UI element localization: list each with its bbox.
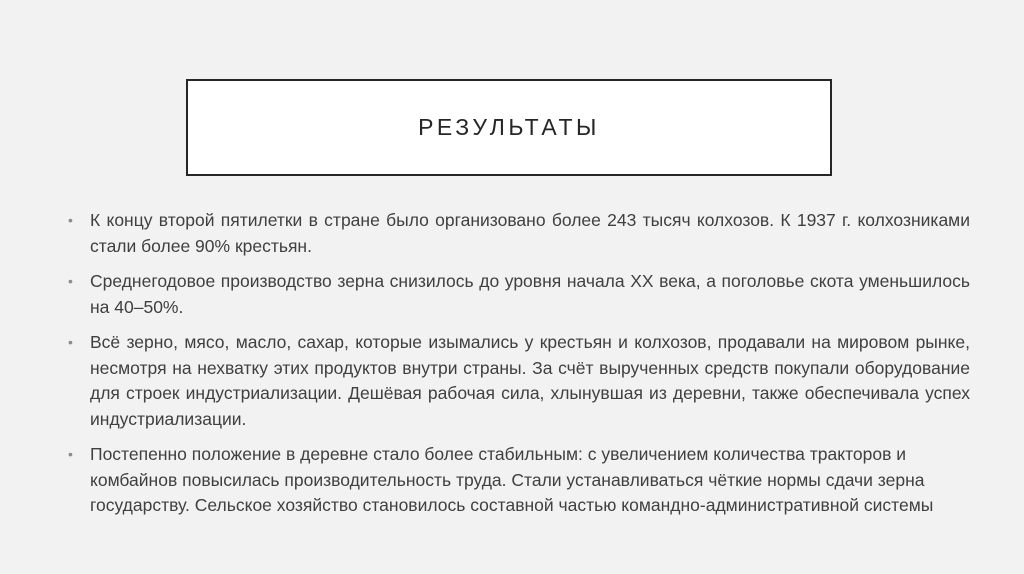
bullet-item	[68, 208, 970, 259]
bullet-text: Всё зерно, мясо, масло, сахар, которые изымались у крестьян и колхозов, продавали на мировом рынке, несмотря на нехватку этих продуктов внутри страны. За счёт вырученных средств покупали оборудование для строек индустриализации. Дешёвая рабочая сила, хлынувшая из деревни, также обеспечивала успех индустриализации.	[90, 332, 970, 429]
bullet-text: К концу второй пятилетки в стране было организовано более 243 тысяч колхозов. К 1937 г. колхозниками стали более 90% крестьян.	[90, 210, 970, 256]
bullet-dot-icon: •	[68, 446, 73, 462]
bullet-item	[68, 330, 970, 432]
bullet-text: Постепенно положение в деревне стало более стабильным: с увеличением количества тракторов и комбайнов повысилась производительность труда. Стали устанавливаться чёткие нормы сдачи зерна государству. Сельское хозяйство становилось составной частью командно-административной системы	[90, 444, 934, 515]
title-box	[186, 79, 832, 176]
slide-title: РЕЗУЛЬТАТЫ	[418, 114, 600, 140]
bullet-dot-icon: •	[68, 334, 73, 350]
bullet-text: Среднегодовое производство зерна снизилось до уровня начала XX века, а поголовье скота уменьшилось на 40–50%.	[90, 271, 970, 317]
bullet-list	[68, 208, 970, 529]
bullet-item	[68, 442, 970, 519]
bullet-dot-icon: •	[68, 273, 73, 289]
bullet-dot-icon: •	[68, 212, 73, 228]
bullet-item	[68, 269, 970, 320]
